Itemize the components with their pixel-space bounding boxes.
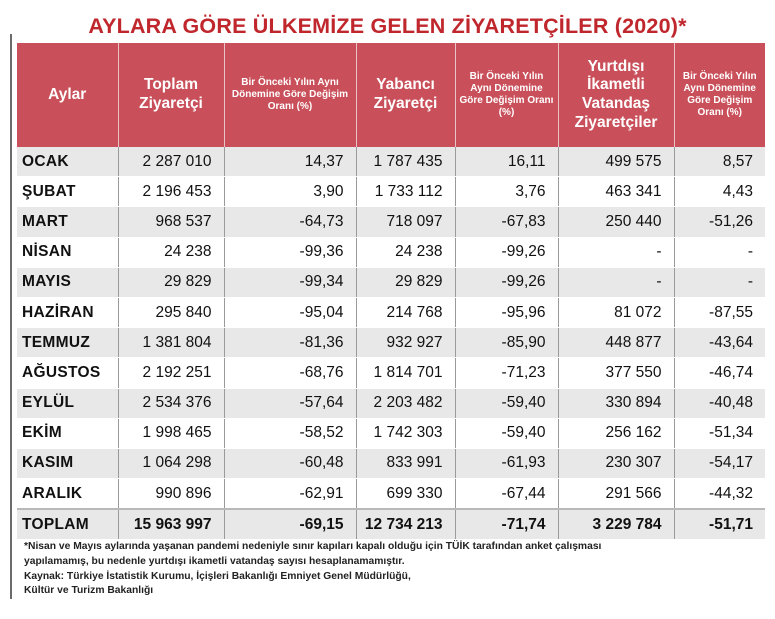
foreign-visitors-cell: 718 097 [356,207,455,237]
foreign-visitors-cell: 833 991 [356,448,455,478]
foreign-change-cell: -95,96 [455,297,558,327]
table-header-row [17,43,765,147]
source-line: Kültür ve Turizm Bakanlığı [24,585,154,597]
citizens-abroad-cell: 256 162 [558,418,674,448]
month-cell: OCAK [17,147,118,177]
table-row [17,328,765,358]
foreign-visitors-cell: 1 814 701 [356,358,455,388]
month-cell: EYLÜL [17,388,118,418]
citizens-abroad-cell: - [558,267,674,297]
table-row [17,237,765,267]
foreign-visitors-cell: 29 829 [356,267,455,297]
citizens-change-cell: -43,64 [674,328,765,358]
citizens-abroad-cell: 448 877 [558,328,674,358]
col-header-total-change: Bir Önceki Yılın Aynı Dönemine Göre Değişim Oranı (%) [224,43,356,147]
foreign-visitors-cell: 24 238 [356,237,455,267]
month-cell: TEMMUZ [17,328,118,358]
total-change-cell: -57,64 [224,388,356,418]
total-change-cell: 14,37 [224,147,356,177]
table-total-row [17,509,765,540]
foreign-change-cell: -99,26 [455,267,558,297]
citizens-abroad-cell: - [558,237,674,267]
total-visitors-cell: 295 840 [118,297,224,327]
citizens-change-cell: -51,34 [674,418,765,448]
foreign-visitors-cell: 1 787 435 [356,147,455,177]
col-header-foreign-change: Bir Önceki Yılın Aynı Dönemine Göre Değişim Oranı (%) [455,43,558,147]
citizens-change-cell: -46,74 [674,358,765,388]
month-cell: EKİM [17,418,118,448]
total-visitors-cell: 2 534 376 [118,388,224,418]
table-row [17,418,765,448]
col-header-citizens-change: Bir Önceki Yılın Aynı Dönemine Göre Değişim Oranı (%) [674,43,765,147]
total-change-cell: -58,52 [224,418,356,448]
foreign-change-cell: -61,93 [455,448,558,478]
citizens-change-cell: 8,57 [674,147,765,177]
page-title: AYLARA GÖRE ÜLKEMİZE GELEN ZİYARETÇİLER (2020)* [88,14,687,38]
total-change-cell: -99,36 [224,237,356,267]
total-change-cell: -99,34 [224,267,356,297]
total-change-cell: -68,76 [224,358,356,388]
citizens-abroad-cell: 330 894 [558,388,674,418]
table-row [17,297,765,327]
total-change-cell: -62,91 [224,479,356,510]
total-visitors-cell: 1 998 465 [118,418,224,448]
table-row [17,358,765,388]
total-visitors-cell: 24 238 [118,237,224,267]
total-change-cell: -64,73 [224,207,356,237]
citizens-abroad-cell: 499 575 [558,147,674,177]
total-foreign-visitors-cell: 12 734 213 [356,509,455,540]
citizens-change-cell: - [674,237,765,267]
total-visitors-cell: 2 287 010 [118,147,224,177]
foreign-change-cell: 16,11 [455,147,558,177]
table-row [17,207,765,237]
citizens-abroad-cell: 230 307 [558,448,674,478]
table-body [17,147,765,540]
month-cell: ŞUBAT [17,177,118,207]
citizens-abroad-cell: 250 440 [558,207,674,237]
total-change-cell: -60,48 [224,448,356,478]
citizens-abroad-cell: 291 566 [558,479,674,510]
left-border-line [10,34,12,599]
total-visitors-cell: 990 896 [118,479,224,510]
citizens-change-cell: -44,32 [674,479,765,510]
foreign-visitors-cell: 932 927 [356,328,455,358]
total-total-visitors-cell: 15 963 997 [118,509,224,540]
table-row [17,448,765,478]
total-change-cell: 3,90 [224,177,356,207]
table-row [17,147,765,177]
foreign-change-cell: 3,76 [455,177,558,207]
total-change-cell: -81,36 [224,328,356,358]
foreign-change-cell: -85,90 [455,328,558,358]
total-citizens-change-cell: -51,71 [674,509,765,540]
footnote-line: yapılamamış, bu nedenle yurtdışı ikametli vatandaş sayısı hesaplanamamıştır. [24,555,405,567]
total-visitors-cell: 2 192 251 [118,358,224,388]
citizens-abroad-cell: 377 550 [558,358,674,388]
foreign-visitors-cell: 699 330 [356,479,455,510]
table-row [17,479,765,510]
month-cell: KASIM [17,448,118,478]
foreign-visitors-cell: 214 768 [356,297,455,327]
total-change-cell: -95,04 [224,297,356,327]
col-header-foreign-visitors: Yabancı Ziyaretçi [356,43,455,147]
total-total-change-cell: -69,15 [224,509,356,540]
total-visitors-cell: 29 829 [118,267,224,297]
citizens-change-cell: -40,48 [674,388,765,418]
citizens-abroad-cell: 81 072 [558,297,674,327]
total-visitors-cell: 2 196 453 [118,177,224,207]
total-visitors-cell: 1 381 804 [118,328,224,358]
footnote-line: *Nisan ve Mayıs aylarında yaşanan pandemi nedeniyle sınır kapıları kapalı olduğu için TÜİK tarafından anket çalışması [24,541,602,552]
foreign-change-cell: -67,44 [455,479,558,510]
month-cell: HAZİRAN [17,297,118,327]
foreign-change-cell: -59,40 [455,418,558,448]
citizens-change-cell: -87,55 [674,297,765,327]
citizens-change-cell: -51,26 [674,207,765,237]
footnotes [24,540,764,599]
month-cell: ARALIK [17,479,118,510]
foreign-change-cell: -67,83 [455,207,558,237]
table-row [17,267,765,297]
month-cell: AĞUSTOS [17,358,118,388]
col-header-months: Aylar [17,43,118,147]
foreign-change-cell: -59,40 [455,388,558,418]
month-cell: NİSAN [17,237,118,267]
foreign-visitors-cell: 2 203 482 [356,388,455,418]
col-header-total-visitors: Toplam Ziyaretçi [118,43,224,147]
foreign-visitors-cell: 1 742 303 [356,418,455,448]
citizens-change-cell: - [674,267,765,297]
visitors-table [17,43,765,540]
total-visitors-cell: 1 064 298 [118,448,224,478]
citizens-abroad-cell: 463 341 [558,177,674,207]
foreign-visitors-cell: 1 733 112 [356,177,455,207]
citizens-change-cell: 4,43 [674,177,765,207]
total-visitors-cell: 968 537 [118,207,224,237]
total-citizens-abroad-cell: 3 229 784 [558,509,674,540]
month-cell: MART [17,207,118,237]
month-cell: MAYIS [17,267,118,297]
total-foreign-change-cell: -71,74 [455,509,558,540]
source-line: Kaynak: Türkiye İstatistik Kurumu, İçişleri Bakanlığı Emniyet Genel Müdürlüğü, [24,570,411,582]
col-header-citizens-abroad: Yurtdışı İkametli Vatandaş Ziyaretçiler [558,43,674,147]
table-row [17,388,765,418]
total-month-cell: TOPLAM [17,509,118,540]
table-row [17,177,765,207]
foreign-change-cell: -71,23 [455,358,558,388]
foreign-change-cell: -99,26 [455,237,558,267]
citizens-change-cell: -54,17 [674,448,765,478]
